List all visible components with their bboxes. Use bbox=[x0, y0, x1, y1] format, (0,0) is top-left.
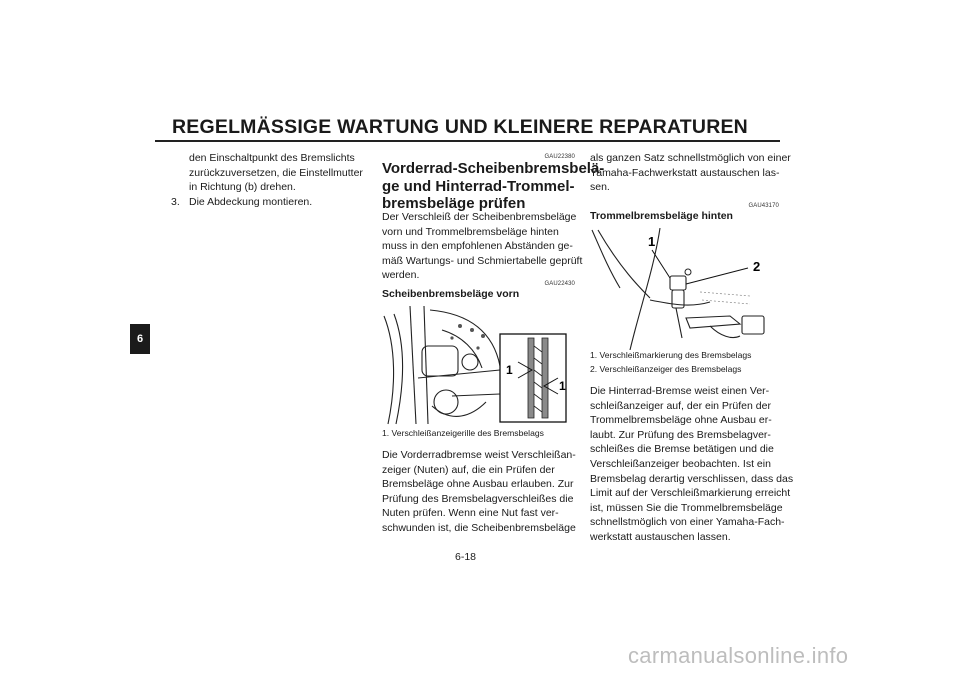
front-brake-illustration bbox=[382, 306, 576, 426]
section-heading bbox=[382, 160, 604, 213]
caption-line: 2. Verschleißanzeiger des Bremsbelags bbox=[590, 363, 742, 374]
rear-brake-paragraph bbox=[590, 384, 793, 545]
text-line: Bremsbelag derartig verschlissen, dass das bbox=[590, 472, 794, 485]
section-code: GAU22430 bbox=[544, 281, 575, 287]
text-line: Bremsbeläge ohne Ausbau erlauben. Zur bbox=[382, 478, 574, 491]
subheading-rear: Trommelbremsbeläge hinten bbox=[590, 210, 733, 222]
text-line: Limit auf der Verschleißmarkierung erreicht bbox=[590, 487, 791, 500]
section-code: GAU43170 bbox=[748, 203, 779, 209]
text-line: den Einschaltpunkt des Bremslichts bbox=[189, 152, 355, 164]
text-line: schleißanzeiger auf, der ein Prüfen der bbox=[590, 399, 771, 412]
text-line: als ganzen Satz schnellstmöglich von einer bbox=[590, 152, 791, 164]
text-line: schleißes die Bremse betätigen und die bbox=[590, 443, 774, 456]
figure-label-1: 1 bbox=[506, 363, 513, 377]
left-column-continuation bbox=[189, 151, 363, 195]
text-line: Die Vorderradbremse weist Verschleißan- bbox=[382, 449, 576, 461]
figure-label-1b: 1 bbox=[559, 379, 566, 393]
text-line: Prüfung des Bremsbelagverschleißes die bbox=[382, 492, 574, 505]
text-line: laubt. Zur Prüfung des Bremsbelagver- bbox=[590, 428, 771, 441]
right-column-continuation bbox=[590, 151, 791, 195]
header-rule bbox=[155, 140, 780, 142]
text-line: Verschleißanzeiger beobachten. Ist ein bbox=[590, 457, 771, 470]
front-brake-paragraph bbox=[382, 448, 576, 536]
page-title: REGELMÄSSIGE WARTUNG UND KLEINERE REPARATUREN bbox=[172, 116, 748, 138]
subheading-front: Scheibenbremsbeläge vorn bbox=[382, 288, 520, 300]
text-line: in Richtung (b) drehen. bbox=[189, 181, 296, 194]
text-line: werden. bbox=[382, 269, 420, 282]
text-line: schnellstmöglich von einer Yamaha-Fach- bbox=[590, 516, 785, 529]
text-line: ist, müssen Sie die Trommelbremsbeläge bbox=[590, 501, 783, 514]
step-3-text: Die Abdeckung montieren. bbox=[189, 196, 313, 208]
heading-line: bremsbeläge prüfen bbox=[382, 195, 526, 212]
figure-caption-front: 1. Verschleißanzeigerille des Bremsbelags bbox=[382, 428, 544, 438]
text-line: Die Hinterrad-Bremse weist einen Ver- bbox=[590, 385, 770, 397]
page-number: 6-18 bbox=[455, 551, 477, 563]
chapter-tab: 6 bbox=[130, 324, 150, 354]
heading-line: Vorderrad-Scheibenbremsbelä- bbox=[382, 160, 605, 177]
section-intro bbox=[382, 210, 582, 283]
text-line: zurückzuversetzen, die Einstellmutter bbox=[189, 166, 363, 179]
rear-brake-illustration bbox=[590, 228, 780, 350]
text-line: sen. bbox=[590, 181, 610, 194]
text-line: vorn und Trommelbremsbeläge hinten bbox=[382, 225, 559, 238]
text-line: schwunden ist, die Scheibenbremsbeläge bbox=[382, 521, 576, 534]
text-line: Nuten prüfen. Wenn eine Nut fast ver- bbox=[382, 507, 559, 520]
text-line: werkstatt austauschen lassen. bbox=[590, 530, 731, 543]
figure-label-1: 1 bbox=[648, 234, 656, 249]
text-line: Trommelbremsbeläge ohne Ausbau er- bbox=[590, 414, 772, 427]
text-line: muss in den empfohlenen Abständen ge- bbox=[382, 240, 573, 253]
caption-line: 1. Verschleißmarkierung des Bremsbelags bbox=[590, 350, 752, 360]
text-line: zeiger (Nuten) auf, die ein Prüfen der bbox=[382, 463, 555, 476]
heading-line: ge und Hinterrad-Trommel- bbox=[382, 177, 575, 195]
text-line: Yamaha-Fachwerkstatt austauschen las- bbox=[590, 166, 780, 179]
text-line: mäß Wartungs- und Schmiertabelle geprüft bbox=[382, 254, 583, 267]
section-code: GAU22380 bbox=[544, 154, 575, 160]
watermark: carmanualsonline.info bbox=[628, 643, 849, 668]
figure-label-2: 2 bbox=[753, 259, 761, 274]
step-3-number: 3. bbox=[171, 196, 180, 208]
text-line: Der Verschleiß der Scheibenbremsbeläge bbox=[382, 211, 577, 223]
figure-captions-rear bbox=[590, 349, 751, 376]
